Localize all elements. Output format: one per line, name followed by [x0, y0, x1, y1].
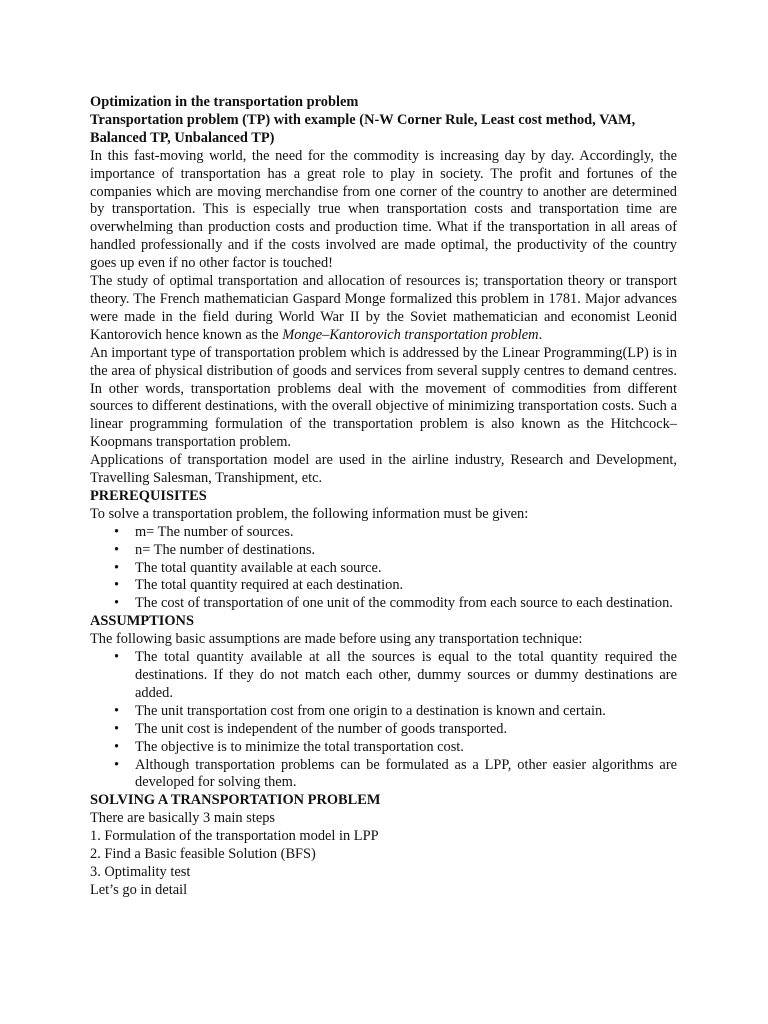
assumptions-list [90, 649, 677, 792]
bullet-icon: • [114, 702, 120, 719]
closing-line: Let’s go in detail [90, 881, 188, 898]
list-item: • m= The number of sources. [114, 523, 294, 540]
prerequisites-intro: To solve a transportation problem, the following information must be given: [90, 505, 529, 522]
bullet-icon: • [114, 738, 120, 755]
prerequisites-heading: PREREQUISITES [90, 487, 207, 504]
lp-paragraph: An important type of transportation problem which is addressed by the Linear Programming(LP) is in the area of physical distribution of goods and services from several supply centres to demand centres. In other words, transportation problems deal with the movement of commodities from different sources to different destinations, with the overall objective of minimizing transportation costs. Such a linear programming formulation of the transportation problem is also known as the Hitchcock–Koopmans transportation problem. [90, 344, 677, 451]
prerequisites-list [90, 524, 677, 614]
applications-paragraph: Applications of transportation model are used in the airline industry, Research and Development, Travelling Salesman, Transhipment, etc. [90, 452, 677, 487]
list-item: • n= The number of destinations. [114, 541, 316, 558]
document-page [90, 94, 677, 900]
solving-heading: SOLVING A TRANSPORTATION PROBLEM [90, 792, 381, 809]
study-paragraph-main: The study of optimal transportation and allocation of resources is; transportation theory or transport theory. The French mathematician Gaspard Monge formalized this problem in 1781. Major advances were made in the field during World War II by the Soviet mathematician and economist Leonid Kantorovich hence known as the [90, 273, 677, 343]
study-paragraph [90, 273, 677, 345]
bullet-icon: • [114, 577, 120, 594]
list-item: • The objective is to minimize the total transportation cost. [114, 738, 464, 755]
document-title: Optimization in the transportation problem [90, 94, 359, 110]
solving-intro: There are basically 3 main steps [90, 810, 276, 827]
assumptions-heading: ASSUMPTIONS [90, 613, 194, 630]
bullet-icon: • [114, 720, 120, 737]
list-item: • The unit transportation cost from one origin to a destination is known and certain. [114, 702, 606, 719]
list-item: • The total quantity required at each destination. [114, 577, 404, 594]
bullet-icon: • [114, 595, 120, 612]
list-item: • The cost of transportation of one unit of the commodity from each source to each destination. [114, 595, 673, 612]
intro-paragraph: In this fast-moving world, the need for the commodity is increasing day by day. Accordingly, the importance of transportation has a great role to play in society. The profit and fortunes of the companies which are moving merchandise from one corner of the country to another are determined by transportation. This is especially true when transportation costs and transportation time are overwhelming than production costs and production time. What if the transportation in all areas of handled professionally and if the costs involved are made optimal, the productivity of the country goes up even if no other factor is touched! [90, 147, 677, 272]
bullet-icon: • [114, 649, 120, 666]
bullet-icon: • [114, 559, 120, 576]
study-paragraph-italic: Monge–Kantorovich transportation problem [282, 326, 539, 343]
bullet-icon: • [114, 541, 120, 558]
list-item: • The unit cost is independent of the number of goods transported. [114, 720, 508, 737]
list-item: • The total quantity available at each source. [114, 559, 382, 576]
step-item: 2. Find a Basic feasible Solution (BFS) [90, 846, 316, 863]
list-item: • The total quantity available at all the sources is equal to the total quantity required the destinations. If they do not match each other, dummy sources or dummy destinations are added. [114, 649, 677, 701]
assumptions-intro: The following basic assumptions are made before using any transportation technique: [90, 631, 583, 648]
study-paragraph-end: . [538, 326, 543, 343]
list-item: • Although transportation problems can be formulated as a LPP, other easier algorithms are developed for solving them. [114, 756, 677, 791]
bullet-icon: • [114, 756, 120, 773]
step-item: 3. Optimality test [90, 863, 191, 880]
document-subtitle: Transportation problem (TP) with example (N-W Corner Rule, Least cost method, VAM, Balanced TP, Unbalanced TP) [90, 111, 636, 146]
bullet-icon: • [114, 523, 120, 540]
step-item: 1. Formulation of the transportation model in LPP [90, 828, 379, 845]
